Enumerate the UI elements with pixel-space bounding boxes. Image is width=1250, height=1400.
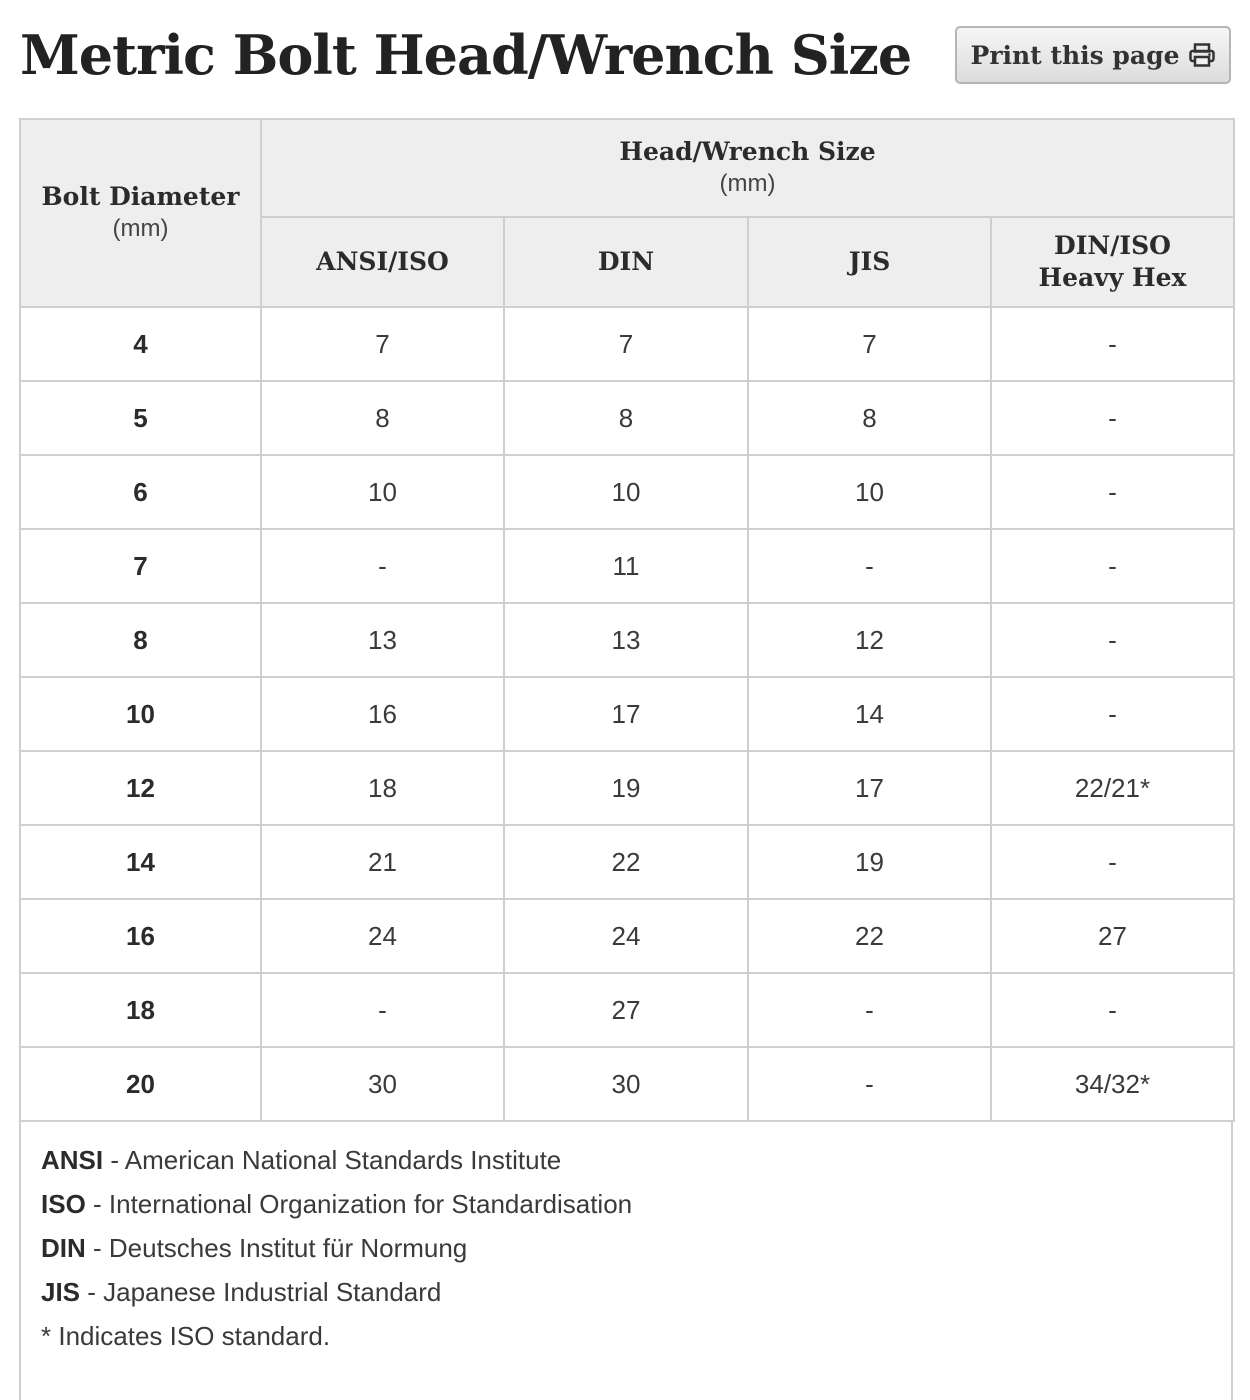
cell-din-iso-heavy-hex: - xyxy=(991,825,1234,899)
cell-jis: 17 xyxy=(748,751,991,825)
header-bolt-diameter xyxy=(20,119,261,307)
cell-ansi-iso: 13 xyxy=(261,603,504,677)
cell-jis: - xyxy=(748,529,991,603)
table-row xyxy=(20,677,1234,751)
table-row xyxy=(20,825,1234,899)
cell-ansi-iso: 8 xyxy=(261,381,504,455)
legend-text: - International Organization for Standardisation xyxy=(85,1189,633,1219)
cell-ansi-iso: 10 xyxy=(261,455,504,529)
legend-footnote: * Indicates ISO standard. xyxy=(41,1321,331,1351)
header-group-label: Head/Wrench Size xyxy=(619,137,876,166)
legend-item xyxy=(41,1226,1231,1270)
cell-ansi-iso: 7 xyxy=(261,307,504,381)
cell-bolt-diameter: 4 xyxy=(20,307,261,381)
cell-din: 11 xyxy=(504,529,748,603)
cell-ansi-iso: - xyxy=(261,973,504,1047)
cell-din-iso-heavy-hex: - xyxy=(991,603,1234,677)
cell-bolt-diameter: 16 xyxy=(20,899,261,973)
cell-jis: - xyxy=(748,1047,991,1121)
header-ansi-iso: ANSI/ISO xyxy=(261,217,504,307)
legend-text: - Japanese Industrial Standard xyxy=(80,1277,442,1307)
cell-jis: 10 xyxy=(748,455,991,529)
bolt-size-table-container xyxy=(19,118,1233,1122)
cell-ansi-iso: - xyxy=(261,529,504,603)
table-row xyxy=(20,603,1234,677)
header-heavy-line1: DIN/ISO xyxy=(1054,231,1171,260)
legend xyxy=(19,1120,1233,1400)
cell-bolt-diameter: 14 xyxy=(20,825,261,899)
header-din-iso-heavy-hex xyxy=(991,217,1234,307)
cell-din-iso-heavy-hex: 34/32* xyxy=(991,1047,1234,1121)
cell-ansi-iso: 30 xyxy=(261,1047,504,1121)
cell-bolt-diameter: 20 xyxy=(20,1047,261,1121)
cell-din-iso-heavy-hex: - xyxy=(991,381,1234,455)
header-bolt-diameter-label: Bolt Diameter xyxy=(41,182,240,211)
cell-din: 13 xyxy=(504,603,748,677)
legend-item xyxy=(41,1182,1231,1226)
cell-din: 17 xyxy=(504,677,748,751)
legend-abbr: JIS xyxy=(41,1277,81,1307)
cell-jis: 22 xyxy=(748,899,991,973)
cell-jis: 7 xyxy=(748,307,991,381)
legend-item xyxy=(41,1270,1231,1314)
cell-jis: 19 xyxy=(748,825,991,899)
legend-text: - American National Standards Institute xyxy=(103,1145,562,1175)
header-head-wrench-size xyxy=(261,119,1234,217)
cell-din: 22 xyxy=(504,825,748,899)
legend-abbr: ISO xyxy=(41,1189,86,1219)
header-group-unit: (mm) xyxy=(719,170,776,197)
cell-jis: 8 xyxy=(748,381,991,455)
cell-din-iso-heavy-hex: - xyxy=(991,455,1234,529)
cell-din-iso-heavy-hex: 22/21* xyxy=(991,751,1234,825)
table-row xyxy=(20,973,1234,1047)
legend-abbr: ANSI xyxy=(41,1145,104,1175)
bolt-size-table xyxy=(19,118,1235,1122)
table-body xyxy=(20,307,1234,1121)
cell-jis: 14 xyxy=(748,677,991,751)
cell-bolt-diameter: 12 xyxy=(20,751,261,825)
cell-din-iso-heavy-hex: - xyxy=(991,677,1234,751)
cell-bolt-diameter: 8 xyxy=(20,603,261,677)
header-din: DIN xyxy=(504,217,748,307)
cell-bolt-diameter: 7 xyxy=(20,529,261,603)
legend-abbr: DIN xyxy=(41,1233,86,1263)
cell-ansi-iso: 21 xyxy=(261,825,504,899)
cell-din-iso-heavy-hex: 27 xyxy=(991,899,1234,973)
cell-din: 30 xyxy=(504,1047,748,1121)
cell-din-iso-heavy-hex: - xyxy=(991,973,1234,1047)
legend-list xyxy=(41,1138,1231,1314)
cell-ansi-iso: 18 xyxy=(261,751,504,825)
cell-jis: - xyxy=(748,973,991,1047)
page-title: Metric Bolt Head/Wrench Size xyxy=(20,23,912,87)
table-row xyxy=(20,751,1234,825)
table-row xyxy=(20,1047,1234,1121)
print-page-button[interactable] xyxy=(955,26,1231,84)
cell-jis: 12 xyxy=(748,603,991,677)
cell-din: 10 xyxy=(504,455,748,529)
header-heavy-line2: Heavy Hex xyxy=(1038,263,1187,292)
print-button-label: Print this page xyxy=(970,40,1180,70)
legend-text: - Deutsches Institut für Normung xyxy=(85,1233,468,1263)
cell-din-iso-heavy-hex: - xyxy=(991,307,1234,381)
table-row xyxy=(20,899,1234,973)
cell-din: 27 xyxy=(504,973,748,1047)
table-row xyxy=(20,455,1234,529)
table-row xyxy=(20,529,1234,603)
table-row xyxy=(20,381,1234,455)
cell-bolt-diameter: 5 xyxy=(20,381,261,455)
cell-bolt-diameter: 6 xyxy=(20,455,261,529)
cell-bolt-diameter: 10 xyxy=(20,677,261,751)
header-bolt-diameter-unit: (mm) xyxy=(112,215,169,242)
cell-din: 8 xyxy=(504,381,748,455)
cell-din: 19 xyxy=(504,751,748,825)
legend-item xyxy=(41,1138,1231,1182)
cell-din: 24 xyxy=(504,899,748,973)
cell-ansi-iso: 16 xyxy=(261,677,504,751)
table-row xyxy=(20,307,1234,381)
cell-ansi-iso: 24 xyxy=(261,899,504,973)
cell-din: 7 xyxy=(504,307,748,381)
cell-bolt-diameter: 18 xyxy=(20,973,261,1047)
printer-icon xyxy=(1189,43,1215,67)
header-jis: JIS xyxy=(748,217,991,307)
cell-din-iso-heavy-hex: - xyxy=(991,529,1234,603)
